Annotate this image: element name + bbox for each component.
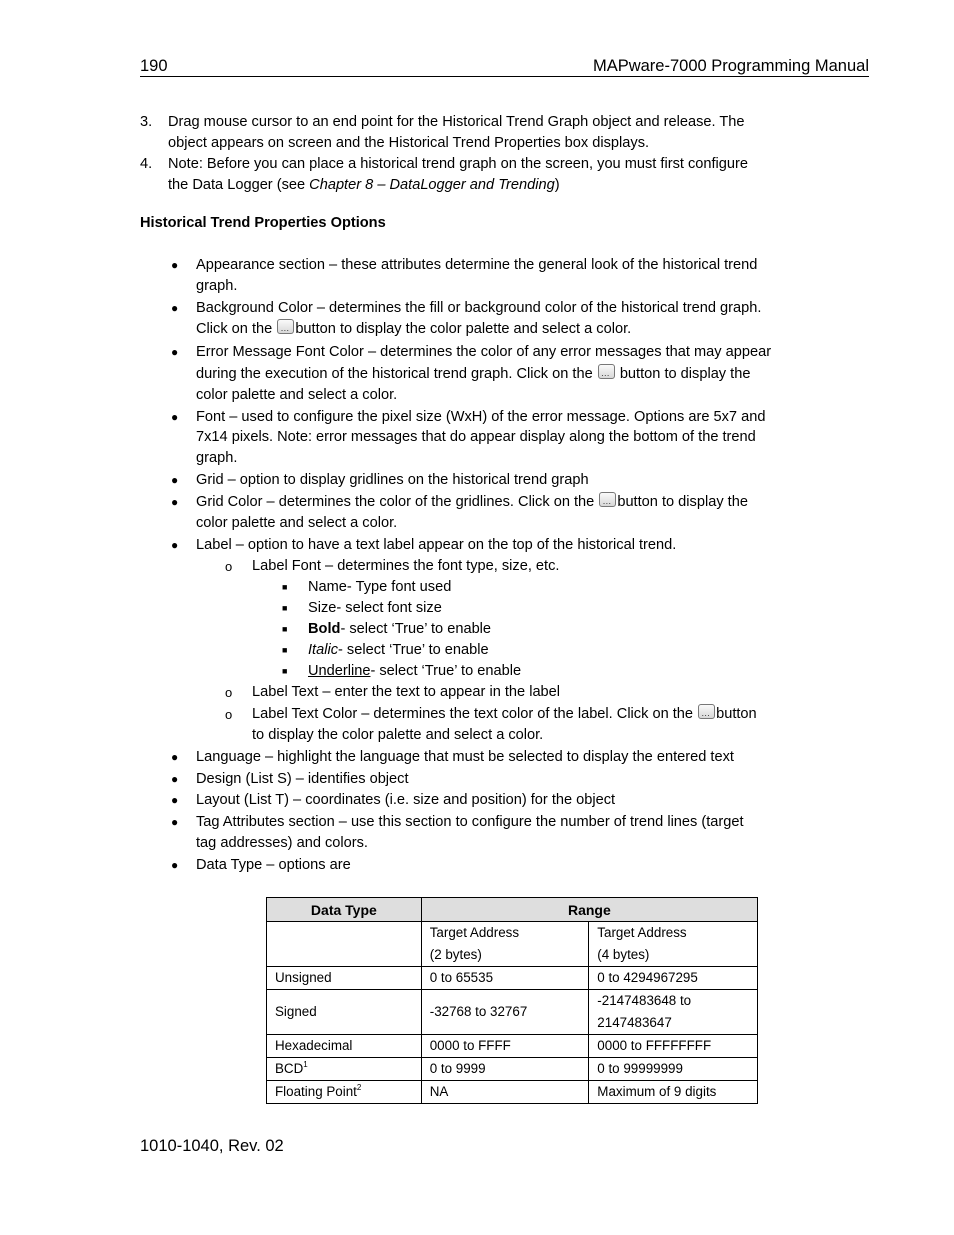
table-cell: -2147483648 to 2147483647	[589, 990, 758, 1035]
table-row	[267, 1058, 758, 1081]
square-bullet-icon: ■	[282, 582, 288, 592]
table-cell: 0 to 99999999	[589, 1058, 758, 1081]
table-cell: 0000 to FFFFFFFF	[589, 1035, 758, 1058]
language-text: Language – highlight the language that must be selected to display the entered text	[196, 749, 734, 765]
table-cell: Hexadecimal	[267, 1035, 422, 1058]
bullet-icon: ●	[171, 858, 179, 872]
ellipsis-button-icon: …	[598, 364, 615, 379]
bullet-icon: ●	[171, 538, 179, 552]
step-text: the Data Logger (see Chapter 8 – DataLogger and Trending)	[168, 177, 560, 193]
layout-text: Layout (List T) – coordinates (i.e. size and position) for the object	[196, 792, 616, 808]
table-cell: 0 to 9999	[421, 1058, 589, 1081]
document-revision: 1010-1040, Rev. 02	[140, 1137, 284, 1155]
ellipsis-button-icon: …	[698, 704, 715, 719]
background-color-text: Click on the … button to display the color palette and select a color.	[196, 321, 632, 337]
font-size-text: Size- select font size	[308, 600, 442, 616]
table-row	[267, 967, 758, 990]
bullet-icon: ●	[171, 345, 179, 359]
label-font-text: Label Font – determines the font type, size, etc.	[252, 558, 560, 574]
table-cell: -32768 to 32767	[421, 990, 589, 1035]
section-heading: Historical Trend Properties Options	[140, 215, 386, 231]
font-text: graph.	[196, 450, 238, 466]
tag-attributes-text: tag addresses) and colors.	[196, 835, 368, 851]
table-cell: Unsigned	[267, 967, 422, 990]
bullet-icon: ●	[171, 772, 179, 786]
header-rule	[140, 76, 869, 77]
table-cell: Target Address (2 bytes)	[421, 922, 589, 967]
circle-bullet-icon: o	[225, 707, 233, 722]
table-cell: 0000 to FFFF	[421, 1035, 589, 1058]
error-color-text: during the execution of the historical trend graph. Click on the … button to display the	[196, 366, 751, 382]
ellipsis-button-icon: …	[599, 492, 616, 507]
table-cell: BCD$^1$	[267, 1058, 422, 1081]
page-number: 190	[140, 57, 168, 75]
table-header-row	[267, 898, 758, 922]
ellipsis-button-icon: …	[277, 319, 294, 334]
data-type-text: Data Type – options are	[196, 857, 351, 873]
square-bullet-icon: ■	[282, 624, 288, 634]
table-cell: Floating Point$^2$	[267, 1081, 422, 1104]
font-text: 7x14 pixels. Note: error messages that do appear display along the bottom of the trend	[196, 429, 756, 445]
bullet-icon: ●	[171, 410, 179, 424]
table-cell: 0 to 4294967295	[589, 967, 758, 990]
manual-title: MAPware-7000 Programming Manual	[592, 57, 869, 75]
font-underline-text: Underline- select ‘True’ to enable	[308, 663, 522, 679]
tag-attributes-text: Tag Attributes section – use this section to configure the number of trend lines (target	[196, 814, 744, 830]
error-color-text: Error Message Font Color – determines the color of any error messages that may appear	[196, 344, 772, 360]
background-color-text: Background Color – determines the fill or background color of the historical trend graph.	[196, 300, 762, 316]
bullet-icon: ●	[171, 793, 179, 807]
grid-color-text: Grid Color – determines the color of the gridlines. Click on the … button to display the	[196, 494, 748, 510]
circle-bullet-icon: o	[225, 559, 233, 574]
bullet-icon: ●	[171, 258, 179, 272]
step-text: Note: Before you can place a historical trend graph on the screen, you must first configure	[168, 156, 749, 172]
step-number: 3.	[140, 114, 153, 130]
table-row	[267, 1035, 758, 1058]
data-type-table	[266, 897, 758, 1104]
step-number: 4.	[140, 156, 153, 172]
table-header: Range	[421, 898, 757, 922]
bullet-icon: ●	[171, 750, 179, 764]
table-cell: NA	[421, 1081, 589, 1104]
font-name-text: Name- Type font used	[308, 579, 452, 595]
table-cell: Signed	[267, 990, 422, 1035]
bullet-icon: ●	[171, 815, 179, 829]
appearance-text: Appearance section – these attributes determine the general look of the historical trend	[196, 257, 758, 273]
table-row	[267, 922, 758, 967]
table-row	[267, 1081, 758, 1104]
table-row	[267, 990, 758, 1035]
label-text: Label – option to have a text label appear on the top of the historical trend.	[196, 537, 677, 553]
label-text-color-text: Label Text Color – determines the text color of the label. Click on the … button	[252, 706, 757, 722]
label-text-text: Label Text – enter the text to appear in the label	[252, 684, 561, 700]
font-italic-text: Italic- select ‘True’ to enable	[308, 642, 489, 658]
bullet-icon: ●	[171, 473, 179, 487]
table-cell: Maximum of 9 digits	[589, 1081, 758, 1104]
square-bullet-icon: ■	[282, 603, 288, 613]
error-color-text: color palette and select a color.	[196, 387, 398, 403]
label-text-color-text: to display the color palette and select a color.	[252, 727, 544, 743]
design-text: Design (List S) – identifies object	[196, 771, 409, 787]
grid-color-text: color palette and select a color.	[196, 515, 398, 531]
appearance-text: graph.	[196, 278, 238, 294]
table-cell	[267, 922, 422, 967]
step-text: Drag mouse cursor to an end point for the Historical Trend Graph object and release. The	[168, 114, 745, 130]
font-text: Font – used to configure the pixel size (WxH) of the error message. Options are 5x7 and	[196, 409, 766, 425]
grid-text: Grid – option to display gridlines on the historical trend graph	[196, 472, 589, 488]
circle-bullet-icon: o	[225, 685, 233, 700]
square-bullet-icon: ■	[282, 645, 288, 655]
step-text: object appears on screen and the Historical Trend Properties box displays.	[168, 135, 650, 151]
bullet-icon: ●	[171, 495, 179, 509]
table-header: Data Type	[267, 898, 422, 922]
table-cell: Target Address (4 bytes)	[589, 922, 758, 967]
square-bullet-icon: ■	[282, 666, 288, 676]
table-cell: 0 to 65535	[421, 967, 589, 990]
bullet-icon: ●	[171, 301, 179, 315]
font-bold-text: Bold- select ‘True’ to enable	[308, 621, 492, 637]
